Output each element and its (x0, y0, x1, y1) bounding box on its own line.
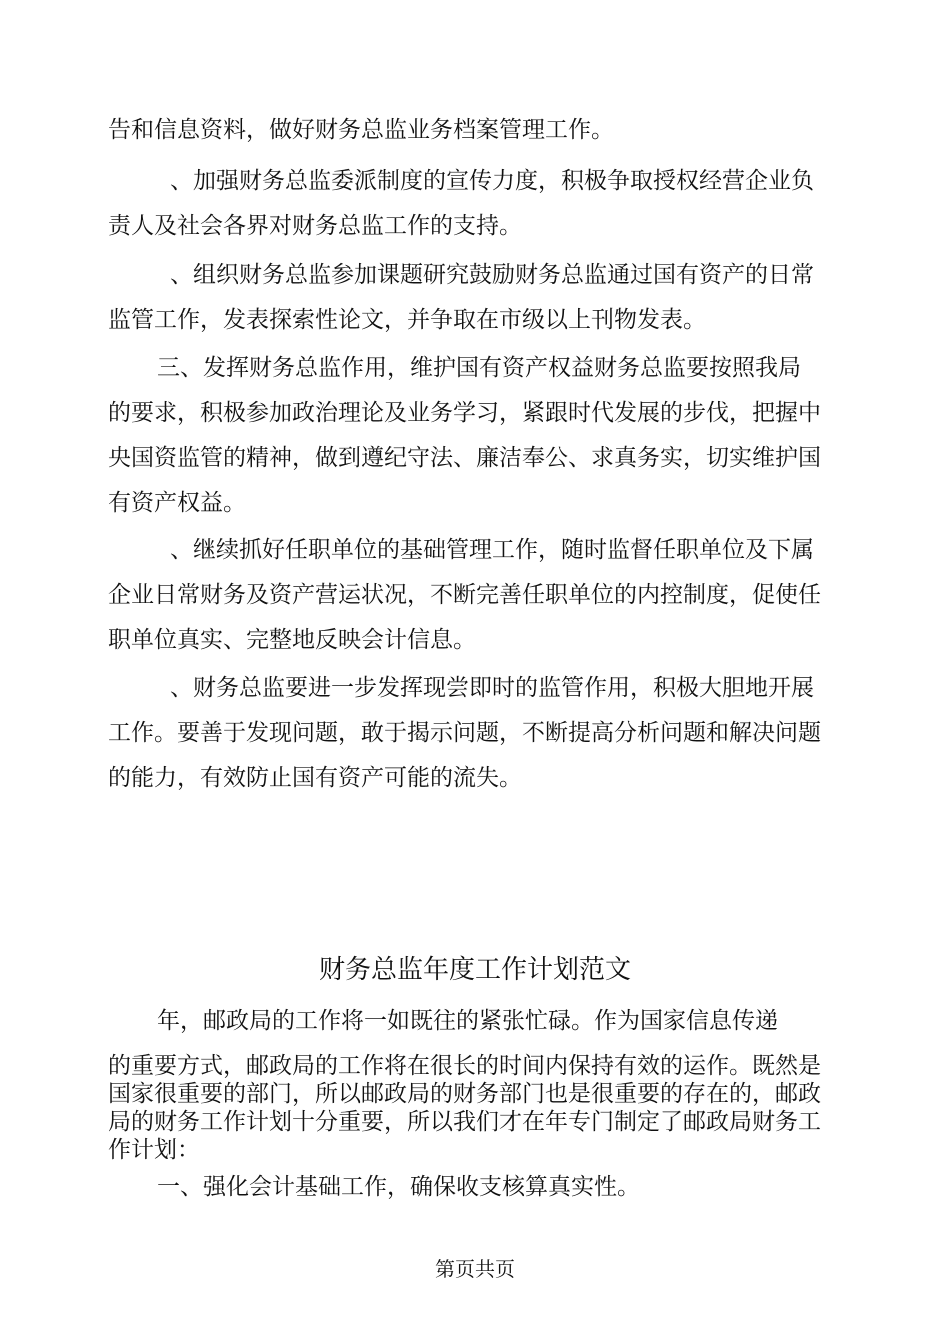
paragraph-line: 三、发挥财务总监作用，维护国有资产权益财务总监要按照我局 (157, 355, 801, 381)
paragraph-line: 企业日常财务及资产营运状况，不断完善任职单位的内控制度，促使任 (108, 582, 821, 608)
paragraph-line: 年，邮政局的工作将一如既往的紧张忙碌。作为国家信息传递 (157, 1008, 778, 1034)
paragraph-line: 一、强化会计基础工作，确保收支核算真实性。 (157, 1174, 640, 1200)
paragraph-line: 、财务总监要进一步发挥现尝即时的监管作用，积极大胆地开展 (170, 675, 814, 701)
paragraph-line: 央国资监管的精神，做到遵纪守法、廉洁奉公、求真务实，切实维护国 (108, 445, 821, 471)
paragraph-line: 、组织财务总监参加课题研究鼓励财务总监通过国有资产的日常 (170, 262, 814, 288)
section-title: 财务总监年度工作计划范文 (318, 955, 631, 985)
paragraph-line: 工作。要善于发现问题，敢于揭示问题，不断提高分析问题和解决问题 (108, 720, 821, 746)
paragraph-line: 告和信息资料，做好财务总监业务档案管理工作。 (108, 117, 614, 143)
paragraph-line: 作计划： (108, 1137, 200, 1163)
paragraph-line: 、加强财务总监委派制度的宣传力度，积极争取授权经营企业负 (170, 168, 814, 194)
paragraph-line: 局的财务工作计划十分重要，所以我们才在年专门制定了邮政局财务工 (108, 1109, 821, 1135)
paragraph-line: 的要求，积极参加政治理论及业务学习，紧跟时代发展的步伐，把握中 (108, 400, 821, 426)
paragraph-line: 职单位真实、完整地反映会计信息。 (108, 627, 476, 653)
paragraph-line: 责人及社会各界对财务总监工作的支持。 (108, 213, 522, 239)
paragraph-line: 的重要方式，邮政局的工作将在很长的时间内保持有效的运作。既然是 (108, 1053, 821, 1079)
paragraph-line: 有资产权益。 (108, 490, 246, 516)
paragraph-line: 、继续抓好任职单位的基础管理工作，随时监督任职单位及下属 (170, 537, 814, 563)
paragraph-line: 监管工作，发表探索性论文，并争取在市级以上刊物发表。 (108, 307, 706, 333)
page-footer: 第页共页 (435, 1257, 515, 1281)
paragraph-line: 的能力，有效防止国有资产可能的流失。 (108, 765, 522, 791)
paragraph-line: 国家很重要的部门，所以邮政局的财务部门也是很重要的存在的，邮政 (108, 1081, 821, 1107)
